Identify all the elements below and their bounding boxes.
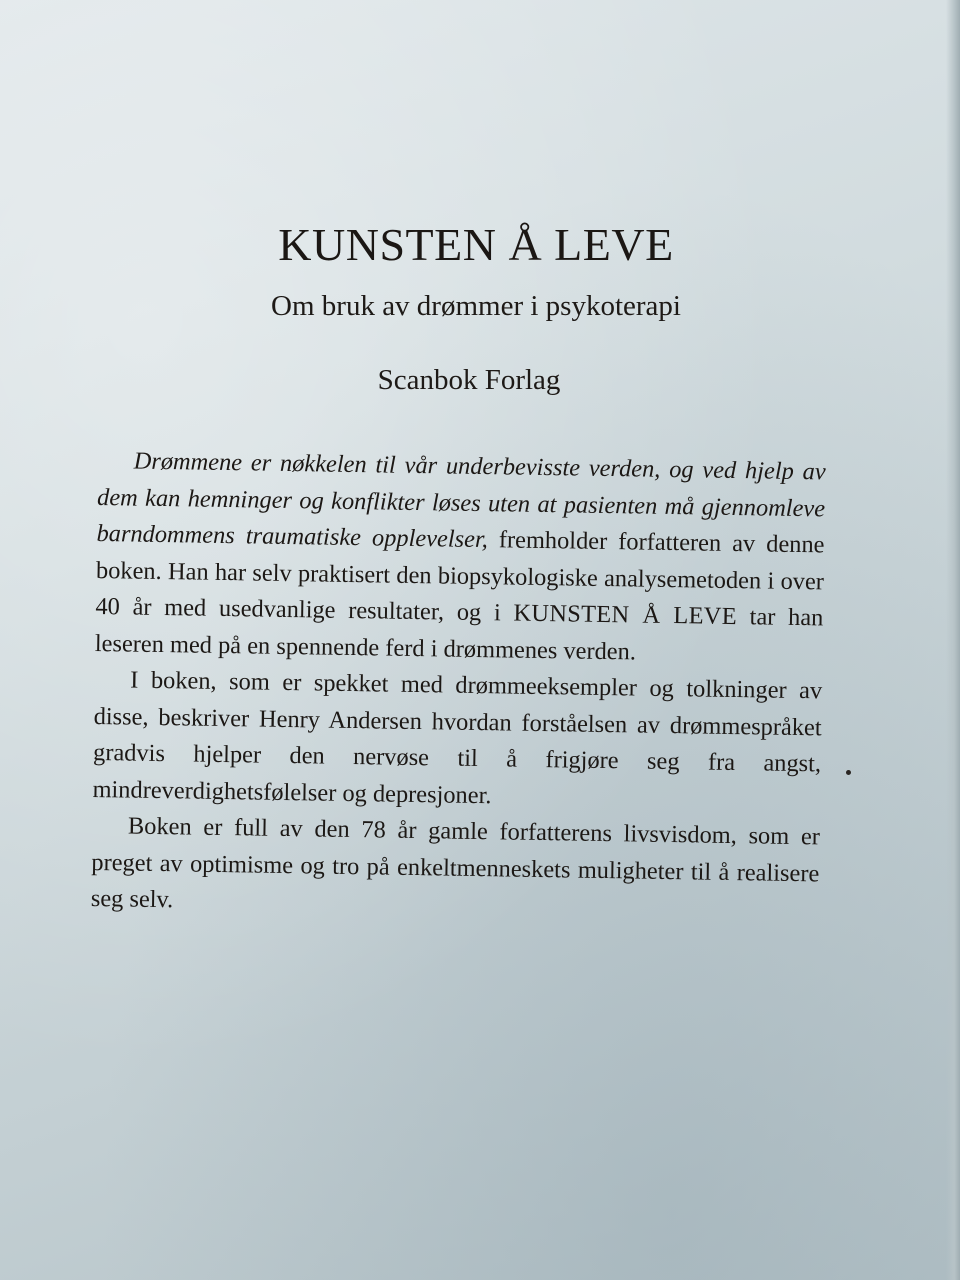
blurb-paragraph-2: I boken, som er spekket med drømmeeksempler og tolkninger av disse, beskriver Henry Andersen hvordan forståelsen av drømmespråket gradvis hjelper den nervøse til å frigjøre seg fra angst, mindreverdighetsfølelser og depresjoner. <box>92 666 823 809</box>
blurb-title-reference: KUNSTEN Å LEVE <box>513 599 738 631</box>
cover-edge <box>946 0 960 1280</box>
blurb-text <box>91 443 826 929</box>
blurb-text-segment: fremholder forfatteren av denne boken. Han har selv praktisert den biopsykologiske analysemetoden i over 40 år med usedvanlige resultater, og i <box>95 526 825 627</box>
publisher-name: Scanbok Forlag <box>377 364 561 396</box>
book-title: KUNSTEN Å LEVE <box>278 219 674 270</box>
ink-speck <box>846 770 851 775</box>
blurb-text-segment: tar han leseren med på en spennende ferd i drømmenes verden. <box>94 603 824 665</box>
blurb-paragraph-1 <box>95 443 826 673</box>
book-subtitle: Om bruk av drømmer i psykoterapi <box>271 290 681 322</box>
blurb-italic-quote: Drømmene er nøkkelen til vår underbevisste verden, og ved hjelp av dem kan hemninger og konflikter løses uten at pasienten må gjennomleve barndommens traumatiske opplevelser, <box>96 447 826 554</box>
blurb-paragraph-3: Boken er full av den 78 år gamle forfatterens livsvisdom, som er preget av optimisme og tro på enkeltmenneskets muligheter til å realisere seg selv. <box>90 812 821 914</box>
